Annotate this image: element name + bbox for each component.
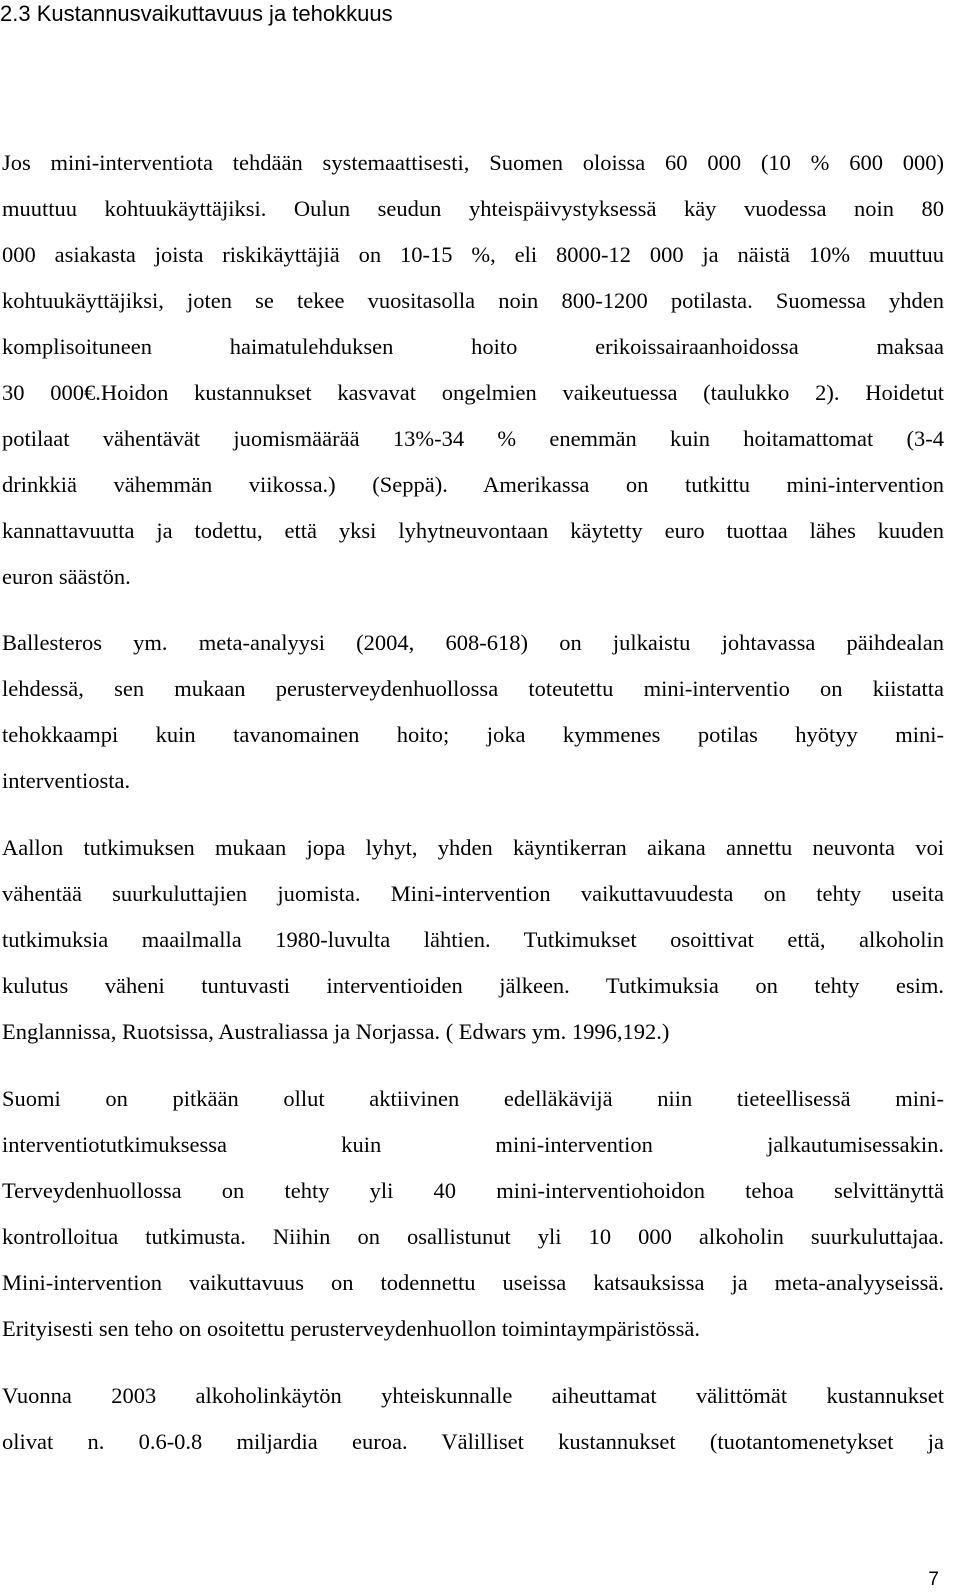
text-line: Englannissa, Ruotsissa, Australiassa ja Norjassa. ( Edwars ym. 1996,192.) xyxy=(2,1019,670,1044)
text-line: tutkimuksia maailmalla 1980-luvulta lähtien. Tutkimukset osoittivat että, alkoholin xyxy=(2,927,944,952)
text-line: Terveydenhuollossa on tehty yli 40 mini-interventiohoidon tehoa selvittänyttä xyxy=(2,1178,944,1203)
section-heading: 2.3 Kustannusvaikuttavuus ja tehokkuus xyxy=(0,1,393,26)
text-line: olivat n. 0.6-0.8 miljardia euroa. Välilliset kustannukset (tuotantomenetykset ja xyxy=(2,1429,944,1454)
text-line: Ballesteros ym. meta-analyysi (2004, 608-618) on julkaistu johtavassa päihdealan xyxy=(2,630,944,655)
text-line: kontrolloitua tutkimusta. Niihin on osallistunut yli 10 000 alkoholin suurkuluttajaa. xyxy=(2,1224,944,1249)
text-line: komplisoituneen haimatulehduksen hoito erikoissairaanhoidossa maksaa xyxy=(2,334,944,359)
text-line: interventiosta. xyxy=(2,768,131,793)
text-line: Erityisesti sen teho on osoitettu perusterveydenhuollon toimintaympäristössä. xyxy=(2,1316,701,1341)
text-line: kulutus väheni tuntuvasti interventioiden jälkeen. Tutkimuksia on tehty esim. xyxy=(2,973,944,998)
text-line: muuttuu kohtuukäyttäjiksi. Oulun seudun yhteispäivystyksessä käy vuodessa noin 80 xyxy=(2,196,944,221)
text-line: vähentää suurkuluttajien juomista. Mini-intervention vaikuttavuudesta on tehty useita xyxy=(2,881,944,906)
text-line: Vuonna 2003 alkoholinkäytön yhteiskunnalle aiheuttamat välittömät kustannukset xyxy=(2,1383,944,1408)
page-number: 7 xyxy=(928,1569,939,1590)
text-line: potilaat vähentävät juomismäärää 13%-34 % enemmän kuin hoitamattomat (3-4 xyxy=(2,426,944,451)
text-line: Jos mini-interventiota tehdään systemaattisesti, Suomen oloissa 60 000 (10 % 600 000) xyxy=(2,150,944,175)
text-line: euron säästön. xyxy=(2,564,131,589)
text-line: kannattavuutta ja todettu, että yksi lyhytneuvontaan käytetty euro tuottaa lähes kuuden xyxy=(2,518,944,543)
text-line: tehokkaampi kuin tavanomainen hoito; joka kymmenes potilas hyötyy mini- xyxy=(2,722,944,747)
text-line: drinkkiä vähemmän viikossa.) (Seppä). Amerikassa on tutkittu mini-intervention xyxy=(2,472,944,497)
text-line: interventiotutkimuksessa kuin mini-intervention jalkautumisessakin. xyxy=(2,1132,944,1157)
text-line: Mini-intervention vaikuttavuus on todennettu useissa katsauksissa ja meta-analyyseissä. xyxy=(2,1270,944,1295)
text-line: kohtuukäyttäjiksi, joten se tekee vuositasolla noin 800-1200 potilasta. Suomessa yhden xyxy=(2,288,944,313)
text-line: 000 asiakasta joista riskikäyttäjiä on 10-15 %, eli 8000-12 000 ja näistä 10% muuttuu xyxy=(2,242,944,267)
text-line: Suomi on pitkään ollut aktiivinen edelläkävijä niin tieteellisessä mini- xyxy=(2,1086,944,1111)
text-line: lehdessä, sen mukaan perusterveydenhuollossa toteutettu mini-interventio on kiistatta xyxy=(2,676,944,701)
text-line: Aallon tutkimuksen mukaan jopa lyhyt, yhden käyntikerran aikana annettu neuvonta voi xyxy=(2,835,944,860)
text-line: 30 000€.Hoidon kustannukset kasvavat ongelmien vaikeutuessa (taulukko 2). Hoidetut xyxy=(2,380,944,405)
